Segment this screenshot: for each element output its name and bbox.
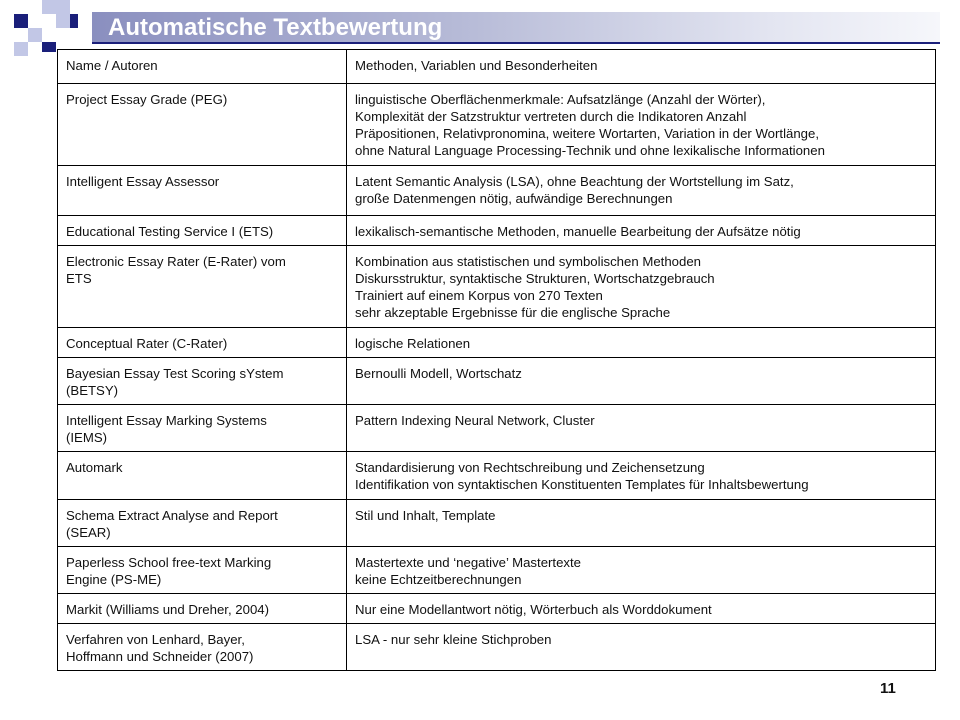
cell-methods-line: ohne Natural Language Processing-Technik und ohne lexikalische Informationen <box>355 143 825 158</box>
table-row <box>58 500 936 547</box>
cell-methods <box>347 624 936 671</box>
cell-name-line: (SEAR) <box>66 525 111 540</box>
cell-name <box>58 166 347 216</box>
table-row <box>58 624 936 671</box>
cell-methods <box>347 500 936 547</box>
cell-methods-line: Bernoulli Modell, Wortschatz <box>355 366 522 381</box>
cell-name <box>58 328 347 358</box>
decor-square-light-1 <box>42 0 70 14</box>
table-row <box>58 547 936 594</box>
cell-name-line: (BETSY) <box>66 383 119 398</box>
cell-name-line: Automark <box>66 460 123 475</box>
cell-methods <box>347 166 936 216</box>
cell-methods-line: Standardisierung von Rechtschreibung und Zeichensetzung <box>355 460 705 475</box>
cell-methods-line: Kombination aus statistischen und symbolischen Methoden <box>355 254 702 269</box>
cell-name-line: ETS <box>66 271 92 286</box>
cell-methods <box>347 452 936 500</box>
header-cell-name: Name / Autoren <box>58 50 347 84</box>
cell-methods-line: keine Echtzeitberechnungen <box>355 572 522 587</box>
cell-methods <box>347 328 936 358</box>
cell-name-line: (IEMS) <box>66 430 108 445</box>
cell-name-line: Markit (Williams und Dreher, 2004) <box>66 602 270 617</box>
cell-methods-line: Latent Semantic Analysis (LSA), ohne Beachtung der Wortstellung im Satz, <box>355 174 794 189</box>
cell-methods <box>347 84 936 166</box>
page-number: 11 <box>880 680 896 697</box>
cell-name-line: Schema Extract Analyse and Report <box>66 508 278 523</box>
cell-methods-line: Diskursstruktur, syntaktische Strukturen, Wortschatzgebrauch <box>355 271 715 286</box>
table-header-row <box>58 50 936 84</box>
cell-methods-line: Identifikation von syntaktischen Konstituenten Templates für Inhaltsbewertung <box>355 477 809 492</box>
table-row <box>58 216 936 246</box>
cell-name-line: Conceptual Rater (C-Rater) <box>66 336 228 351</box>
slide-title: Automatische Textbewertung <box>108 14 443 41</box>
cell-name <box>58 405 347 452</box>
cell-name <box>58 547 347 594</box>
cell-methods-line: Mastertexte und ‘negative’ Mastertexte <box>355 555 582 570</box>
cell-name <box>58 624 347 671</box>
cell-name-line: Project Essay Grade (PEG) <box>66 92 228 107</box>
cell-name <box>58 84 347 166</box>
cell-name-line: Verfahren von Lenhard, Bayer, <box>66 632 245 647</box>
table-row <box>58 405 936 452</box>
decor-square-light-2 <box>28 28 42 42</box>
cell-name <box>58 452 347 500</box>
table-row <box>58 594 936 624</box>
decor-square-navy-2 <box>70 14 78 28</box>
cell-name-line: Bayesian Essay Test Scoring sYstem <box>66 366 284 381</box>
cell-name <box>58 594 347 624</box>
table-row <box>58 246 936 328</box>
cell-methods <box>347 216 936 246</box>
table-row <box>58 84 936 166</box>
decor-square-light-3 <box>56 14 70 28</box>
decor-square-navy-3 <box>42 42 56 52</box>
cell-methods-line: Komplexität der Satzstruktur vertreten durch die Indikatoren Anzahl <box>355 109 747 124</box>
cell-methods <box>347 246 936 328</box>
cell-methods-line: linguistische Oberflächenmerkmale: Aufsatzlänge (Anzahl der Wörter), <box>355 92 766 107</box>
cell-methods-line: lexikalisch-semantische Methoden, manuelle Bearbeitung der Aufsätze nötig <box>355 224 801 239</box>
table-row <box>58 328 936 358</box>
cell-methods-line: logische Relationen <box>355 336 471 351</box>
table-row <box>58 452 936 500</box>
cell-methods-line: große Datenmengen nötig, aufwändige Berechnungen <box>355 191 673 206</box>
cell-methods-line: Trainiert auf einem Korpus von 270 Texten <box>355 288 603 303</box>
cell-methods <box>347 547 936 594</box>
cell-methods-line: sehr akzeptable Ergebnisse für die englische Sprache <box>355 305 671 320</box>
cell-methods <box>347 594 936 624</box>
cell-name-line: Intelligent Essay Marking Systems <box>66 413 267 428</box>
table-body <box>58 50 936 671</box>
methods-table <box>57 49 936 671</box>
cell-name-line: Intelligent Essay Assessor <box>66 174 220 189</box>
cell-name-line: Hoffmann und Schneider (2007) <box>66 649 254 664</box>
cell-methods-line: Nur eine Modellantwort nötig, Wörterbuch als Worddokument <box>355 602 712 617</box>
cell-name <box>58 246 347 328</box>
cell-name-line: Engine (PS-ME) <box>66 572 162 587</box>
decor-square-light-4 <box>14 42 28 56</box>
cell-methods-line: Präpositionen, Relativpronomina, weitere Wortarten, Variation in der Wortlänge, <box>355 126 819 141</box>
header-cell-methods: Methoden, Variablen und Besonderheiten <box>347 50 936 84</box>
cell-methods <box>347 358 936 405</box>
cell-methods <box>347 405 936 452</box>
table-row <box>58 358 936 405</box>
cell-name-line: Paperless School free-text Marking <box>66 555 272 570</box>
cell-name <box>58 500 347 547</box>
cell-name <box>58 358 347 405</box>
decor-square-navy-1 <box>14 14 28 28</box>
cell-name-line: Educational Testing Service I (ETS) <box>66 224 274 239</box>
cell-methods-line: Stil und Inhalt, Template <box>355 508 496 523</box>
cell-methods-line: Pattern Indexing Neural Network, Cluster <box>355 413 595 428</box>
cell-name <box>58 216 347 246</box>
cell-methods-line: LSA - nur sehr kleine Stichproben <box>355 632 552 647</box>
table-row <box>58 166 936 216</box>
cell-name-line: Electronic Essay Rater (E-Rater) vom <box>66 254 286 269</box>
